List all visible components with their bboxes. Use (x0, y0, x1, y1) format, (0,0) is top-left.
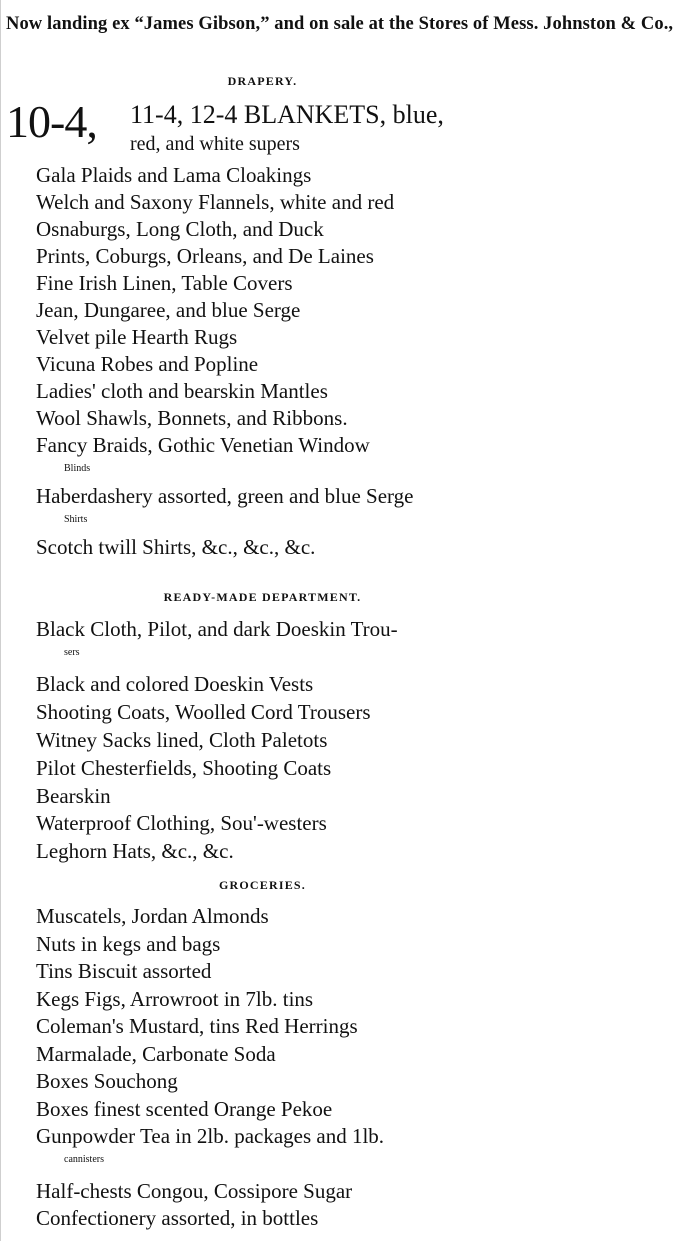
item-text: Leghorn Hats, &c., &c. (36, 839, 234, 863)
list-item (36, 1098, 525, 1121)
list-item (36, 218, 525, 241)
list-item (36, 757, 525, 780)
list-item (36, 1015, 525, 1038)
item-text: Pilot Chesterfields, Shooting Coats (36, 756, 332, 780)
section-heading-ready-made: READY-MADE DEPARTMENT. (163, 590, 362, 604)
blankets-lead-line-1: 11-4, 12-4 BLANKETS, blue, (130, 100, 444, 129)
list-item (36, 407, 525, 430)
list-item (36, 729, 525, 752)
list-item (36, 191, 525, 214)
item-continuation: Shirts (64, 514, 88, 525)
section-heading-groceries: GROCERIES. (218, 878, 307, 892)
item-continuation: Blinds (64, 463, 91, 474)
item-text: Bearskin (36, 784, 111, 808)
list-item (36, 353, 525, 376)
item-text: Gala Plaids and Lama Cloakings (36, 163, 312, 187)
item-text: Nuts in kegs and bags (36, 932, 221, 956)
list-item (36, 1207, 525, 1230)
item-text: Tins Biscuit assorted (36, 959, 212, 983)
list-item (36, 164, 525, 187)
item-text: Ladies' cloth and bearskin Mantles (36, 379, 328, 403)
blankets-lead-number: 10-4, (6, 96, 97, 147)
list-item (36, 380, 525, 403)
advertisement-header (6, 14, 673, 34)
item-text: Boxes Souchong (36, 1069, 178, 1093)
list-item (36, 785, 525, 808)
item-text: Marmalade, Carbonate Soda (36, 1042, 276, 1066)
item-text: Vicuna Robes and Popline (36, 352, 259, 376)
item-text: Half-chests Congou, Cossipore Sugar (36, 1179, 353, 1203)
item-text: Confectionery assorted, in bottles (36, 1206, 319, 1230)
list-item (36, 245, 525, 268)
header-line-2: sale at the Stores of Mess. Johnston & Co., (333, 14, 673, 34)
left-margin-rule (0, 0, 1, 1241)
item-text: Coleman's Mustard, tins Red Herrings (36, 1014, 358, 1038)
item-text: Kegs Figs, Arrowroot in 7lb. tins (36, 987, 314, 1011)
item-text: Osnaburgs, Long Cloth, and Duck (36, 217, 324, 241)
item-text: Fancy Braids, Gothic Venetian Window (36, 433, 370, 457)
list-item (36, 1125, 525, 1171)
list-item (36, 618, 525, 664)
item-text: Wool Shawls, Bonnets, and Ribbons. (36, 406, 348, 430)
item-text: Jean, Dungaree, and blue Serge (36, 298, 301, 322)
item-text: Black Cloth, Pilot, and dark Doeskin Trou- (36, 617, 398, 641)
blankets-lead-line-2: red, and white supers (130, 133, 300, 155)
list-item (36, 1070, 525, 1093)
list-item (36, 905, 525, 928)
list-item (36, 434, 525, 480)
list-item (36, 933, 525, 956)
item-continuation: sers (64, 647, 80, 658)
list-item (36, 299, 525, 322)
list-item (36, 272, 525, 295)
section-heading-drapery: DRAPERY. (227, 74, 298, 88)
list-item (36, 812, 525, 835)
list-item (36, 485, 525, 531)
blankets-lead-item (6, 94, 525, 164)
item-text: Velvet pile Hearth Rugs (36, 325, 238, 349)
list-item (36, 536, 525, 559)
item-text: Muscatels, Jordan Almonds (36, 904, 269, 928)
item-text: Black and colored Doeskin Vests (36, 672, 314, 696)
item-text: Shooting Coats, Woolled Cord Trousers (36, 700, 371, 724)
item-continuation: cannisters (64, 1154, 104, 1165)
header-line-1: Now landing ex “James Gibson,” and on (6, 14, 329, 34)
list-item (36, 1043, 525, 1066)
list-item (36, 960, 525, 983)
item-text: Fine Irish Linen, Table Covers (36, 271, 293, 295)
item-text: Welch and Saxony Flannels, white and red (36, 190, 395, 214)
item-text: Boxes finest scented Orange Pekoe (36, 1097, 333, 1121)
item-text: Scotch twill Shirts, &c., &c., &c. (36, 535, 316, 559)
list-item (36, 1180, 525, 1203)
item-text: Gunpowder Tea in 2lb. packages and 1lb. (36, 1124, 385, 1148)
list-item (36, 673, 525, 696)
list-item (36, 701, 525, 724)
item-text: Haberdashery assorted, green and blue Serge (36, 484, 414, 508)
item-text: Waterproof Clothing, Sou'-westers (36, 811, 327, 835)
list-item (36, 326, 525, 349)
list-item (36, 988, 525, 1011)
list-item (36, 840, 525, 863)
item-text: Prints, Coburgs, Orleans, and De Laines (36, 244, 374, 268)
item-text: Witney Sacks lined, Cloth Paletots (36, 728, 328, 752)
